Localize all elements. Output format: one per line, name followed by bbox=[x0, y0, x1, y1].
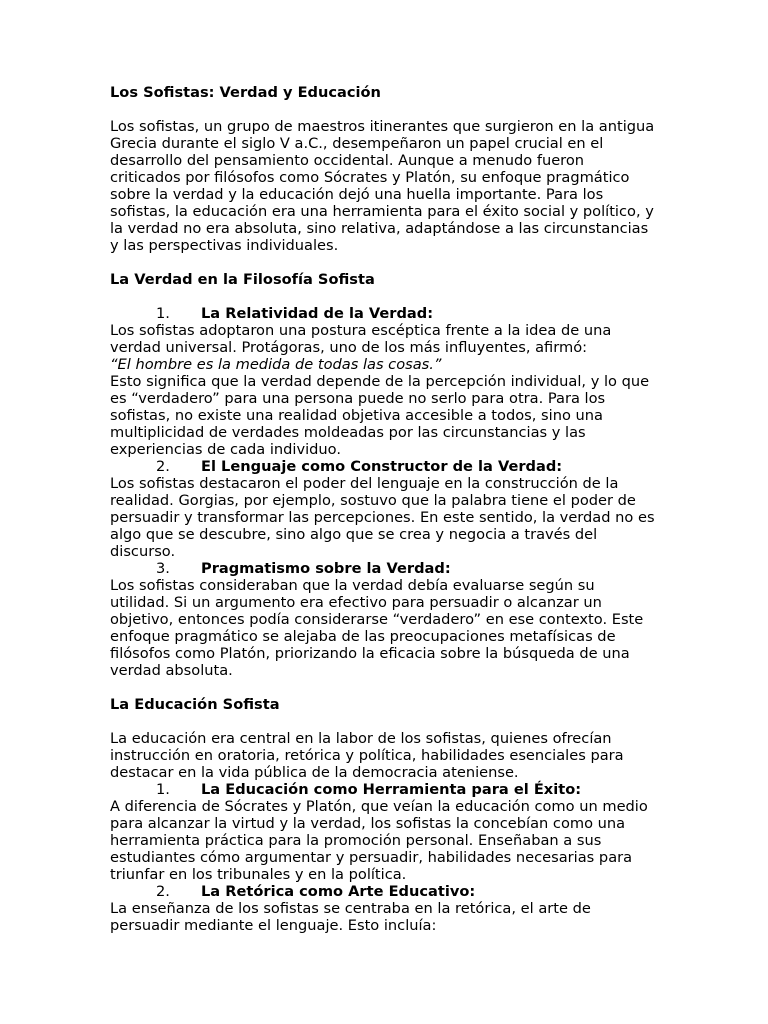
list-item-title: Pragmatismo sobre la Verdad: bbox=[201, 560, 451, 577]
document-title: Los Sofistas: Verdad y Educación bbox=[110, 84, 381, 101]
list-item-text: Los sofistas consideraban que la verdad debía evaluarse según su utilidad. Si un argumento era efectivo para persuadir o alcanzar un objetivo, entonces podía considerarse “verdadero” en ese contexto. Este enfoque pragmático se alejaba de las preocupaciones metafísicas de filósofos como Platón, priorizando la eficacia sobre la búsqueda de una verdad absoluta. bbox=[110, 577, 644, 679]
spacer bbox=[110, 288, 658, 305]
section-heading-education: La Educación Sofista bbox=[110, 696, 280, 713]
list-item-text: Los sofistas destacaron el poder del lenguaje en la construcción de la realidad. Gorgias, por ejemplo, sostuvo que la palabra tiene el poder de persuadir y transformar las percepciones. En este sentido, la verdad no es algo que se descubre, sino algo que se crea y negocia a través del discurso. bbox=[110, 475, 655, 560]
list-item-heading bbox=[110, 458, 658, 475]
list-number: 2. bbox=[156, 883, 170, 900]
list-item-title: La Relatividad de la Verdad: bbox=[201, 305, 434, 322]
section-heading-truth: La Verdad en la Filosofía Sofista bbox=[110, 271, 375, 288]
list-item-heading bbox=[110, 781, 658, 798]
list-item-heading bbox=[110, 305, 658, 322]
spacer bbox=[110, 101, 658, 118]
list-item-text: Los sofistas adoptaron una postura escéptica frente a la idea de una verdad universal. Protágoras, uno de los más influyentes, afirmó: bbox=[110, 322, 612, 356]
list-item-title: El Lenguaje como Constructor de la Verdad: bbox=[201, 458, 563, 475]
protagoras-quote: “El hombre es la medida de todas las cosas.” bbox=[110, 356, 442, 373]
list-item-text: Esto significa que la verdad depende de la percepción individual, y lo que es “verdadero” para una persona puede no serlo para otra. Para los sofistas, no existe una realidad objetiva accesible a todos, sino una multiplicidad de verdades moldeadas por las circunstancias y las experiencias de cada individuo. bbox=[110, 373, 650, 458]
list-number: 2. bbox=[156, 458, 170, 475]
list-item-heading bbox=[110, 560, 658, 577]
spacer bbox=[110, 679, 658, 696]
list-number: 3. bbox=[156, 560, 170, 577]
list-item-text: La enseñanza de los sofistas se centraba en la retórica, el arte de persuadir mediante el lenguaje. Esto incluía: bbox=[110, 900, 591, 934]
list-item-title: La Retórica como Arte Educativo: bbox=[201, 883, 476, 900]
list-number: 1. bbox=[156, 305, 170, 322]
spacer bbox=[110, 254, 658, 271]
list-number: 1. bbox=[156, 781, 170, 798]
list-item-heading bbox=[110, 883, 658, 900]
intro-paragraph: Los sofistas, un grupo de maestros itinerantes que surgieron en la antigua Grecia durante el siglo V a.C., desempeñaron un papel crucial en el desarrollo del pensamiento occidental. Aunque a menudo fueron criticados por filósofos como Sócrates y Platón, su enfoque pragmático sobre la verdad y la educación dejó una huella importante. Para los sofistas, la educación era una herramienta para el éxito social y político, y la verdad no era absoluta, sino relativa, adaptándose a las circunstancias y las perspectivas individuales. bbox=[110, 118, 655, 254]
section-intro-paragraph: La educación era central en la labor de los sofistas, quienes ofrecían instrucción en oratoria, retórica y política, habilidades esenciales para destacar en la vida pública de la democracia ateniense. bbox=[110, 730, 624, 781]
spacer bbox=[110, 713, 658, 730]
list-item-title: La Educación como Herramienta para el Éxito: bbox=[201, 781, 582, 798]
list-item-text: A diferencia de Sócrates y Platón, que veían la educación como un medio para alcanzar la virtud y la verdad, los sofistas la concebían como una herramienta práctica para la promoción personal. Enseñaban a sus estudiantes cómo argumentar y persuadir, habilidades necesarias para triunfar en los tribunales y en la política. bbox=[110, 798, 648, 883]
document-page bbox=[110, 84, 658, 934]
